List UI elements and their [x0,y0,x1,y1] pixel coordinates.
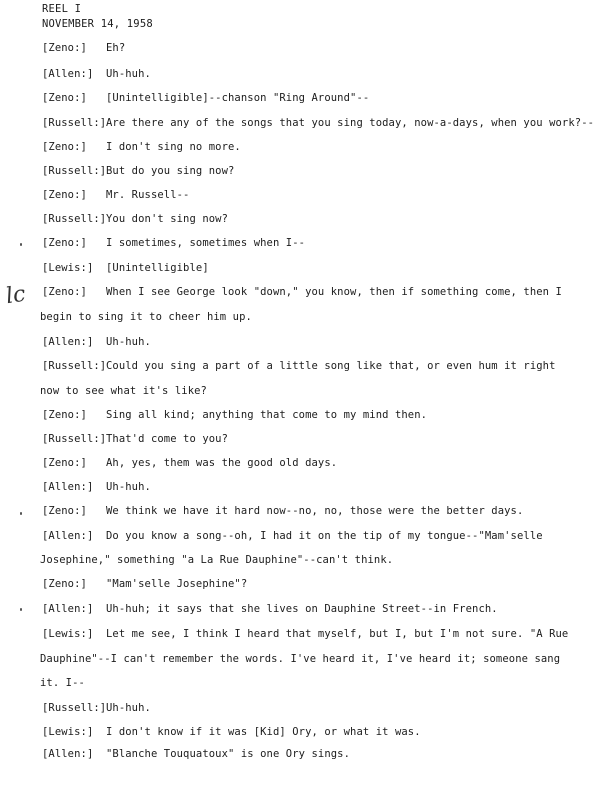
speaker-label: [Allen:] [42,68,94,80]
utterance-text: Eh? [106,42,126,54]
utterance-text: Could you sing a part of a little song like that, or even hum it right [106,360,556,372]
speaker-label: [Zeno:] [42,92,87,104]
speaker-label: [Zeno:] [42,141,87,153]
date-label: NOVEMBER 14, 1958 [42,18,153,30]
handwritten-margin-note: lc [4,281,28,310]
speaker-label: [Zeno:] [42,189,87,201]
speaker-label: [Allen:] [42,336,94,348]
utterance-continuation: now to see what it's like? [40,385,207,397]
utterance-text: But do you sing now? [106,165,235,177]
speaker-label: [Zeno:] [42,578,87,590]
utterance-text: Uh-huh. [106,68,151,80]
speaker-label: [Russell:] [42,360,107,372]
speaker-label: [Russell:] [42,213,107,225]
utterance-text: Do you know a song--oh, I had it on the tip of my tongue--"Mam'selle [106,530,543,542]
utterance-text: [Unintelligible]--chanson "Ring Around"-- [106,92,370,104]
utterance-continuation: it. I-- [40,677,85,689]
utterance-continuation: Josephine," something "a La Rue Dauphine"--can't think. [40,554,394,566]
utterance-text: I don't sing no more. [106,141,241,153]
speaker-label: [Allen:] [42,481,94,493]
utterance-text: "Blanche Touquatoux" is one Ory sings. [106,748,351,760]
speaker-label: [Zeno:] [42,237,87,249]
speaker-label: [Zeno:] [42,457,87,469]
utterance-text: Ah, yes, them was the good old days. [106,457,338,469]
speaker-label: [Russell:] [42,433,107,445]
utterance-text: I don't know if it was [Kid] Ory, or what it was. [106,726,421,738]
speaker-label: [Zeno:] [42,409,87,421]
utterance-text: Uh-huh. [106,481,151,493]
speaker-label: [Russell:] [42,702,107,714]
utterance-text: Uh-huh. [106,336,151,348]
utterance-text: Sing all kind; anything that come to my mind then. [106,409,428,421]
utterance-text: That'd come to you? [106,433,229,445]
speaker-label: [Zeno:] [42,505,87,517]
utterance-text: We think we have it hard now--no, no, those were the better days. [106,505,524,517]
utterance-text: "Mam'selle Josephine"? [106,578,248,590]
speaker-label: [Allen:] [42,530,94,542]
speaker-label: [Lewis:] [42,726,94,738]
speaker-label: [Zeno:] [42,286,87,298]
reel-label: REEL I [42,3,82,15]
utterance-text: Let me see, I think I heard that myself, but I, but I'm not sure. "A Rue [106,628,569,640]
speaker-label: [Russell:] [42,117,107,129]
utterance-text: [Unintelligible] [106,262,209,274]
utterance-text: Uh-huh. [106,702,151,714]
utterance-continuation: begin to sing it to cheer him up. [40,311,252,323]
utterance-continuation: Dauphine"--I can't remember the words. I've heard it, I've heard it; someone sang [40,653,561,665]
speaker-label: [Lewis:] [42,262,94,274]
stray-mark [20,243,22,246]
stray-mark [20,608,22,611]
utterance-text: Are there any of the songs that you sing today, now-a-days, when you work?-- [106,117,595,129]
speaker-label: [Allen:] [42,748,94,760]
speaker-label: [Russell:] [42,165,107,177]
utterance-text: When I see George look "down," you know, then if something come, then I [106,286,562,298]
speaker-label: [Lewis:] [42,628,94,640]
utterance-text: I sometimes, sometimes when I-- [106,237,306,249]
stray-mark [20,512,22,515]
utterance-text: Mr. Russell-- [106,189,190,201]
utterance-text: Uh-huh; it says that she lives on Dauphine Street--in French. [106,603,498,615]
speaker-label: [Zeno:] [42,42,87,54]
utterance-text: You don't sing now? [106,213,229,225]
speaker-label: [Allen:] [42,603,94,615]
